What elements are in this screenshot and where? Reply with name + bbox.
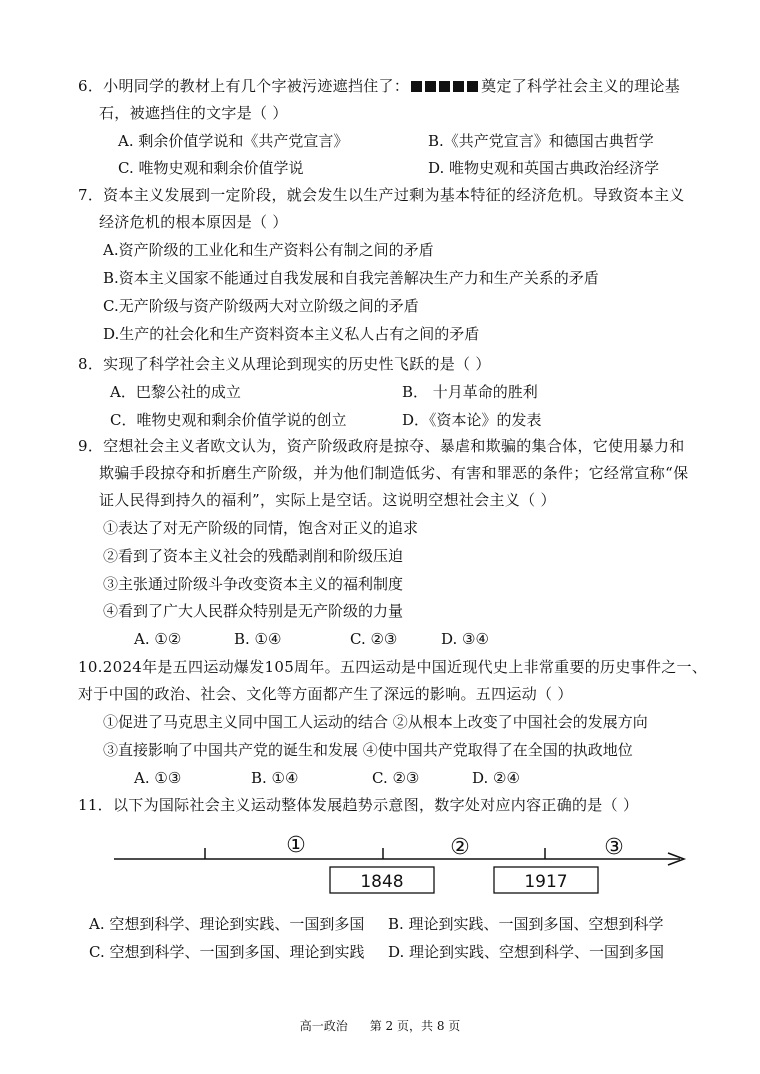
- q7-option-a: A.资产阶级的工业化和生产资料公有制之间的矛盾: [103, 241, 434, 259]
- q7-option-c: C.无产阶级与资产阶级两大对立阶级之间的矛盾: [103, 297, 419, 315]
- q10-option-c: C. ②③: [372, 769, 420, 787]
- page-footer: [0, 1018, 760, 1034]
- q10-stem-line-2: 对于中国的政治、社会、文化等方面都产生了深远的影响。五四运动（ ）: [78, 685, 573, 703]
- q11-option-b: B. 理论到实践、一国到多国、空想到科学: [388, 915, 664, 933]
- q10-statement-row-1: ①促进了马克思主义同中国工人运动的结合 ②从根本上改变了中国社会的发展方向: [103, 713, 648, 731]
- q7-option-d: D.生产的社会化和生产资料资本主义私人占有之间的矛盾: [103, 325, 480, 343]
- q7-stem-line-2: 经济危机的根本原因是（ ）: [99, 213, 288, 231]
- q6-option-b: B.《共产党宣言》和德国古典哲学: [428, 132, 654, 150]
- stage-label-1: ①: [286, 833, 306, 858]
- q11-stem-line-1: 11．以下为国际社会主义运动整体发展趋势示意图，数字处对应内容正确的是（ ）: [78, 796, 639, 814]
- year-label-1917: 1917: [524, 872, 568, 892]
- q8-option-c: C．唯物史观和剩余价值学说的创立: [110, 411, 347, 429]
- q9-stem-line-2: 欺骗手段掠夺和折磨生产阶级，并为他们制造低劣、有害和罪恶的条件；它经常宣称“保: [99, 464, 689, 482]
- q10-statement-row-2: ③直接影响了中国共产党的诞生和发展 ④使中国共产党取得了在全国的执政地位: [103, 741, 633, 759]
- q6-stem-text-b: 奠定了科学社会主义的理论基: [481, 77, 681, 95]
- q10-option-d: D. ②④: [472, 769, 520, 787]
- q10-option-b: B. ①④: [251, 769, 299, 787]
- q7-stem-line-1: 7．资本主义发展到一定阶段，就会发生以生产过剩为基本特征的经济危机。导致资本主义: [78, 186, 685, 204]
- q8-option-d: D．《资本论》的发表: [402, 411, 542, 429]
- q8-option-b: B． 十月革命的胜利: [402, 383, 538, 401]
- stage-label-3: ③: [604, 835, 624, 860]
- q9-statement-1: ①表达了对无产阶级的同情，饱含对正义的追求: [103, 519, 419, 537]
- q11-option-a: A. 空想到科学、理论到实践、一国到多国: [89, 915, 365, 933]
- q11-option-c: C. 空想到科学、一国到多国、理论到实践: [89, 943, 365, 961]
- q9-option-d: D. ③④: [441, 630, 489, 648]
- q10-option-a: A. ①③: [134, 769, 182, 787]
- q9-option-b: B. ①④: [234, 630, 282, 648]
- footer-page-info: 第 2 页，共 8 页: [369, 1019, 461, 1033]
- q6-stem-text-a: 6．小明同学的教材上有几个字被污迹遮挡住了：: [78, 77, 410, 95]
- q6-option-d: D. 唯物史观和英国古典政治经济学: [428, 159, 660, 177]
- q11-option-d: D. 理论到实践、空想到科学、一国到多国: [388, 943, 665, 961]
- q9-statement-3: ③主张通过阶级斗争改变资本主义的福利制度: [103, 575, 404, 593]
- q9-option-c: C. ②③: [350, 630, 398, 648]
- q8-option-a: A．巴黎公社的成立: [110, 383, 241, 401]
- footer-course: 高一政治: [299, 1019, 348, 1033]
- q9-stem-line-1: 9．空想社会主义者欧文认为，资产阶级政府是掠夺、暴虐和欺骗的集合体，它使用暴力和: [78, 437, 685, 455]
- q8-stem-line-1: 8．实现了科学社会主义从理论到现实的历史性飞跃的是（ ）: [78, 355, 491, 373]
- stage-label-2: ②: [450, 835, 470, 860]
- q6-redaction-blocks: [411, 77, 479, 97]
- q9-statement-2: ②看到了资本主义社会的残酷剥削和阶级压迫: [103, 547, 404, 565]
- q6-stem-line-1: [78, 76, 680, 97]
- q6-option-c: C. 唯物史观和剩余价值学说: [118, 159, 304, 177]
- q11-timeline-diagram: [100, 826, 700, 898]
- q9-stem-line-3: 证人民得到持久的福利”，实际上是空话。这说明空想社会主义（ ）: [99, 491, 556, 509]
- q6-stem-line-2: 石，被遮挡住的文字是（ ）: [99, 104, 288, 122]
- q10-stem-line-1: 10.2024年是五四运动爆发105周年。五四运动是中国近现代史上非常重要的历史事件之一、: [78, 658, 708, 676]
- q6-option-a: A. 剩余价值学说和《共产党宣言》: [118, 132, 349, 150]
- year-label-1848: 1848: [360, 872, 404, 892]
- q9-statement-4: ④看到了广大人民群众特别是无产阶级的力量: [103, 602, 404, 620]
- q7-option-b: B.资本主义国家不能通过自我发展和自我完善解决生产力和生产关系的矛盾: [103, 269, 599, 287]
- q9-option-a: A. ①②: [134, 630, 182, 648]
